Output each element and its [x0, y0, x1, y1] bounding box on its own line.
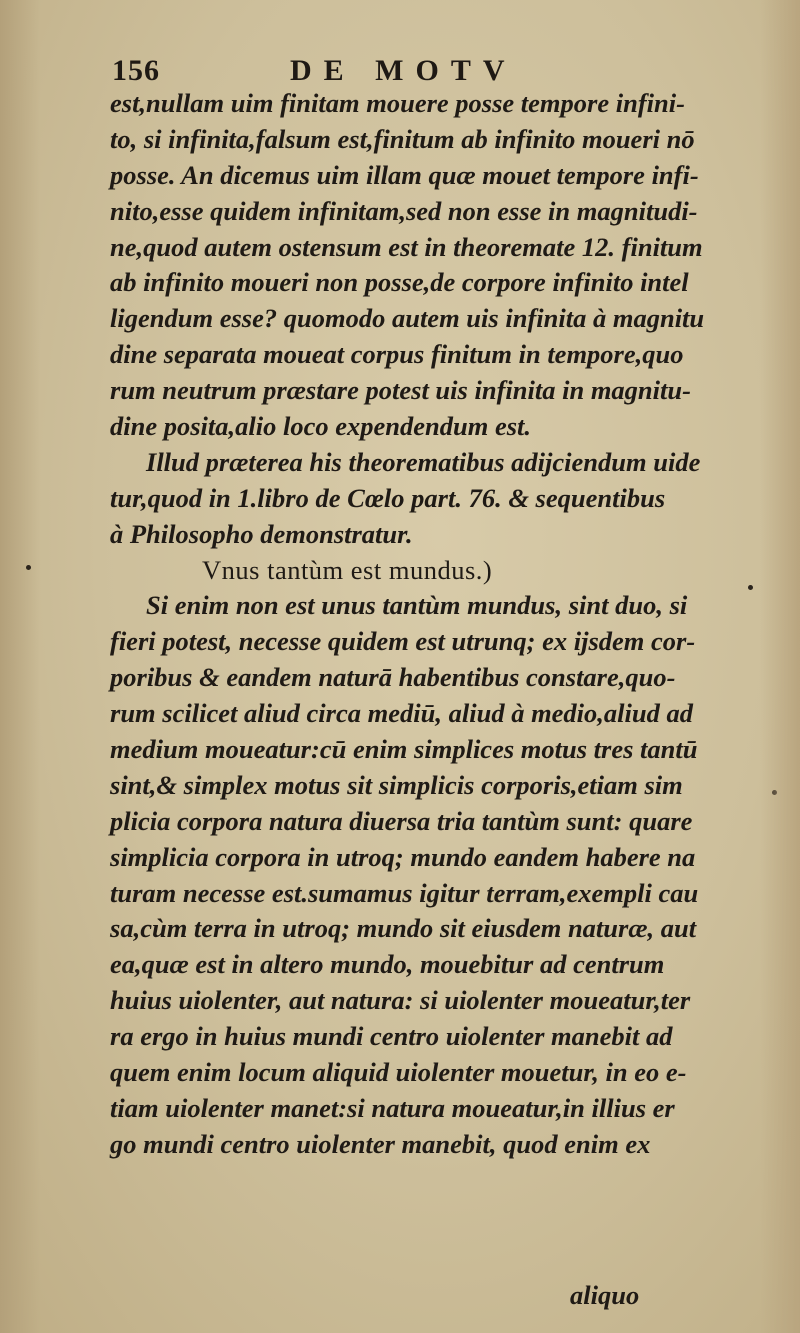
text-line: sint,& simplex motus sit simplicis corporis,etiam sim	[110, 769, 683, 800]
catchword: aliquo	[570, 1280, 640, 1310]
text-line: simplicia corpora in utroq; mundo eandem habere na	[110, 841, 696, 872]
text-line: quem enim locum aliquid uiolenter mouetur, in eo e-	[110, 1057, 687, 1088]
text-line: fieri potest, necesse quidem est utrunq; ex ijsdem cor-	[110, 626, 696, 657]
text-line: poribus & eandem naturā habentibus constare,quo-	[110, 662, 676, 693]
ink-speck	[748, 585, 753, 590]
text-line: plicia corpora natura diuersa tria tantùm sunt: quare	[110, 805, 693, 836]
text-line: tiam uiolenter manet:si natura moueatur,in illius er	[110, 1092, 675, 1123]
text-line: go mundi centro uiolenter manebit, quod enim ex	[110, 1128, 651, 1159]
text-line: ligendum esse? quomodo autem uis infinita à magnitu	[110, 303, 705, 334]
text-line: à Philosopho demonstratur.	[110, 518, 413, 549]
text-line: huius uiolenter, aut natura: si uiolenter moueatur,ter	[110, 985, 691, 1016]
text-line: dine posita,alio loco expendendum est.	[110, 411, 532, 442]
page-number: 156	[112, 54, 160, 87]
text-line: ab infinito moueri non posse,de corpore infinito intel	[110, 267, 689, 298]
text-line: est,nullam uim finitam mouere posse tempore infini-	[110, 88, 685, 118]
text-line: ne,quod autem ostensum est in theoremate 12. finitum	[110, 231, 703, 262]
text-line: rum scilicet aliud circa mediū, aliud à medio,aliud ad	[110, 698, 694, 729]
ink-speck	[26, 565, 31, 570]
text-line: sa,cùm terra in utroq; mundo sit eiusdem naturæ, aut	[110, 913, 697, 944]
text-line: rum neutrum præstare potest uis infinita in magnitu-	[110, 375, 691, 406]
section-heading: Vnus tantùm est mundus.)	[202, 554, 493, 585]
text-line: ra ergo in huius mundi centro uiolenter manebit ad	[110, 1021, 673, 1052]
body-text	[110, 86, 770, 1163]
text-line: Si enim non est unus tantùm mundus, sint duo, si	[146, 590, 688, 621]
text-line: medium moueatur:cū enim simplices motus tres tantū	[110, 734, 698, 765]
running-title: DE MOTV	[290, 54, 517, 87]
text-line: tur,quod in 1.libro de Cœlo part. 76. & sequentibus	[110, 482, 666, 513]
text-line: to, si infinita,falsum est,finitum ab infinito moueri nō	[110, 123, 695, 154]
text-line: posse. An dicemus uim illam quæ mouet tempore infi-	[110, 159, 699, 190]
text-line: Illud præterea his theorematibus adijciendum uide	[146, 446, 701, 477]
text-line: dine separata moueat corpus finitum in tempore,quo	[110, 339, 684, 370]
text-line: ea,quæ est in altero mundo, mouebitur ad centrum	[110, 949, 665, 980]
text-line: nito,esse quidem infinitam,sed non esse in magnitudi-	[110, 195, 698, 226]
ink-speck	[772, 790, 777, 795]
text-line: turam necesse est.sumamus igitur terram,exempli cau	[110, 877, 699, 908]
